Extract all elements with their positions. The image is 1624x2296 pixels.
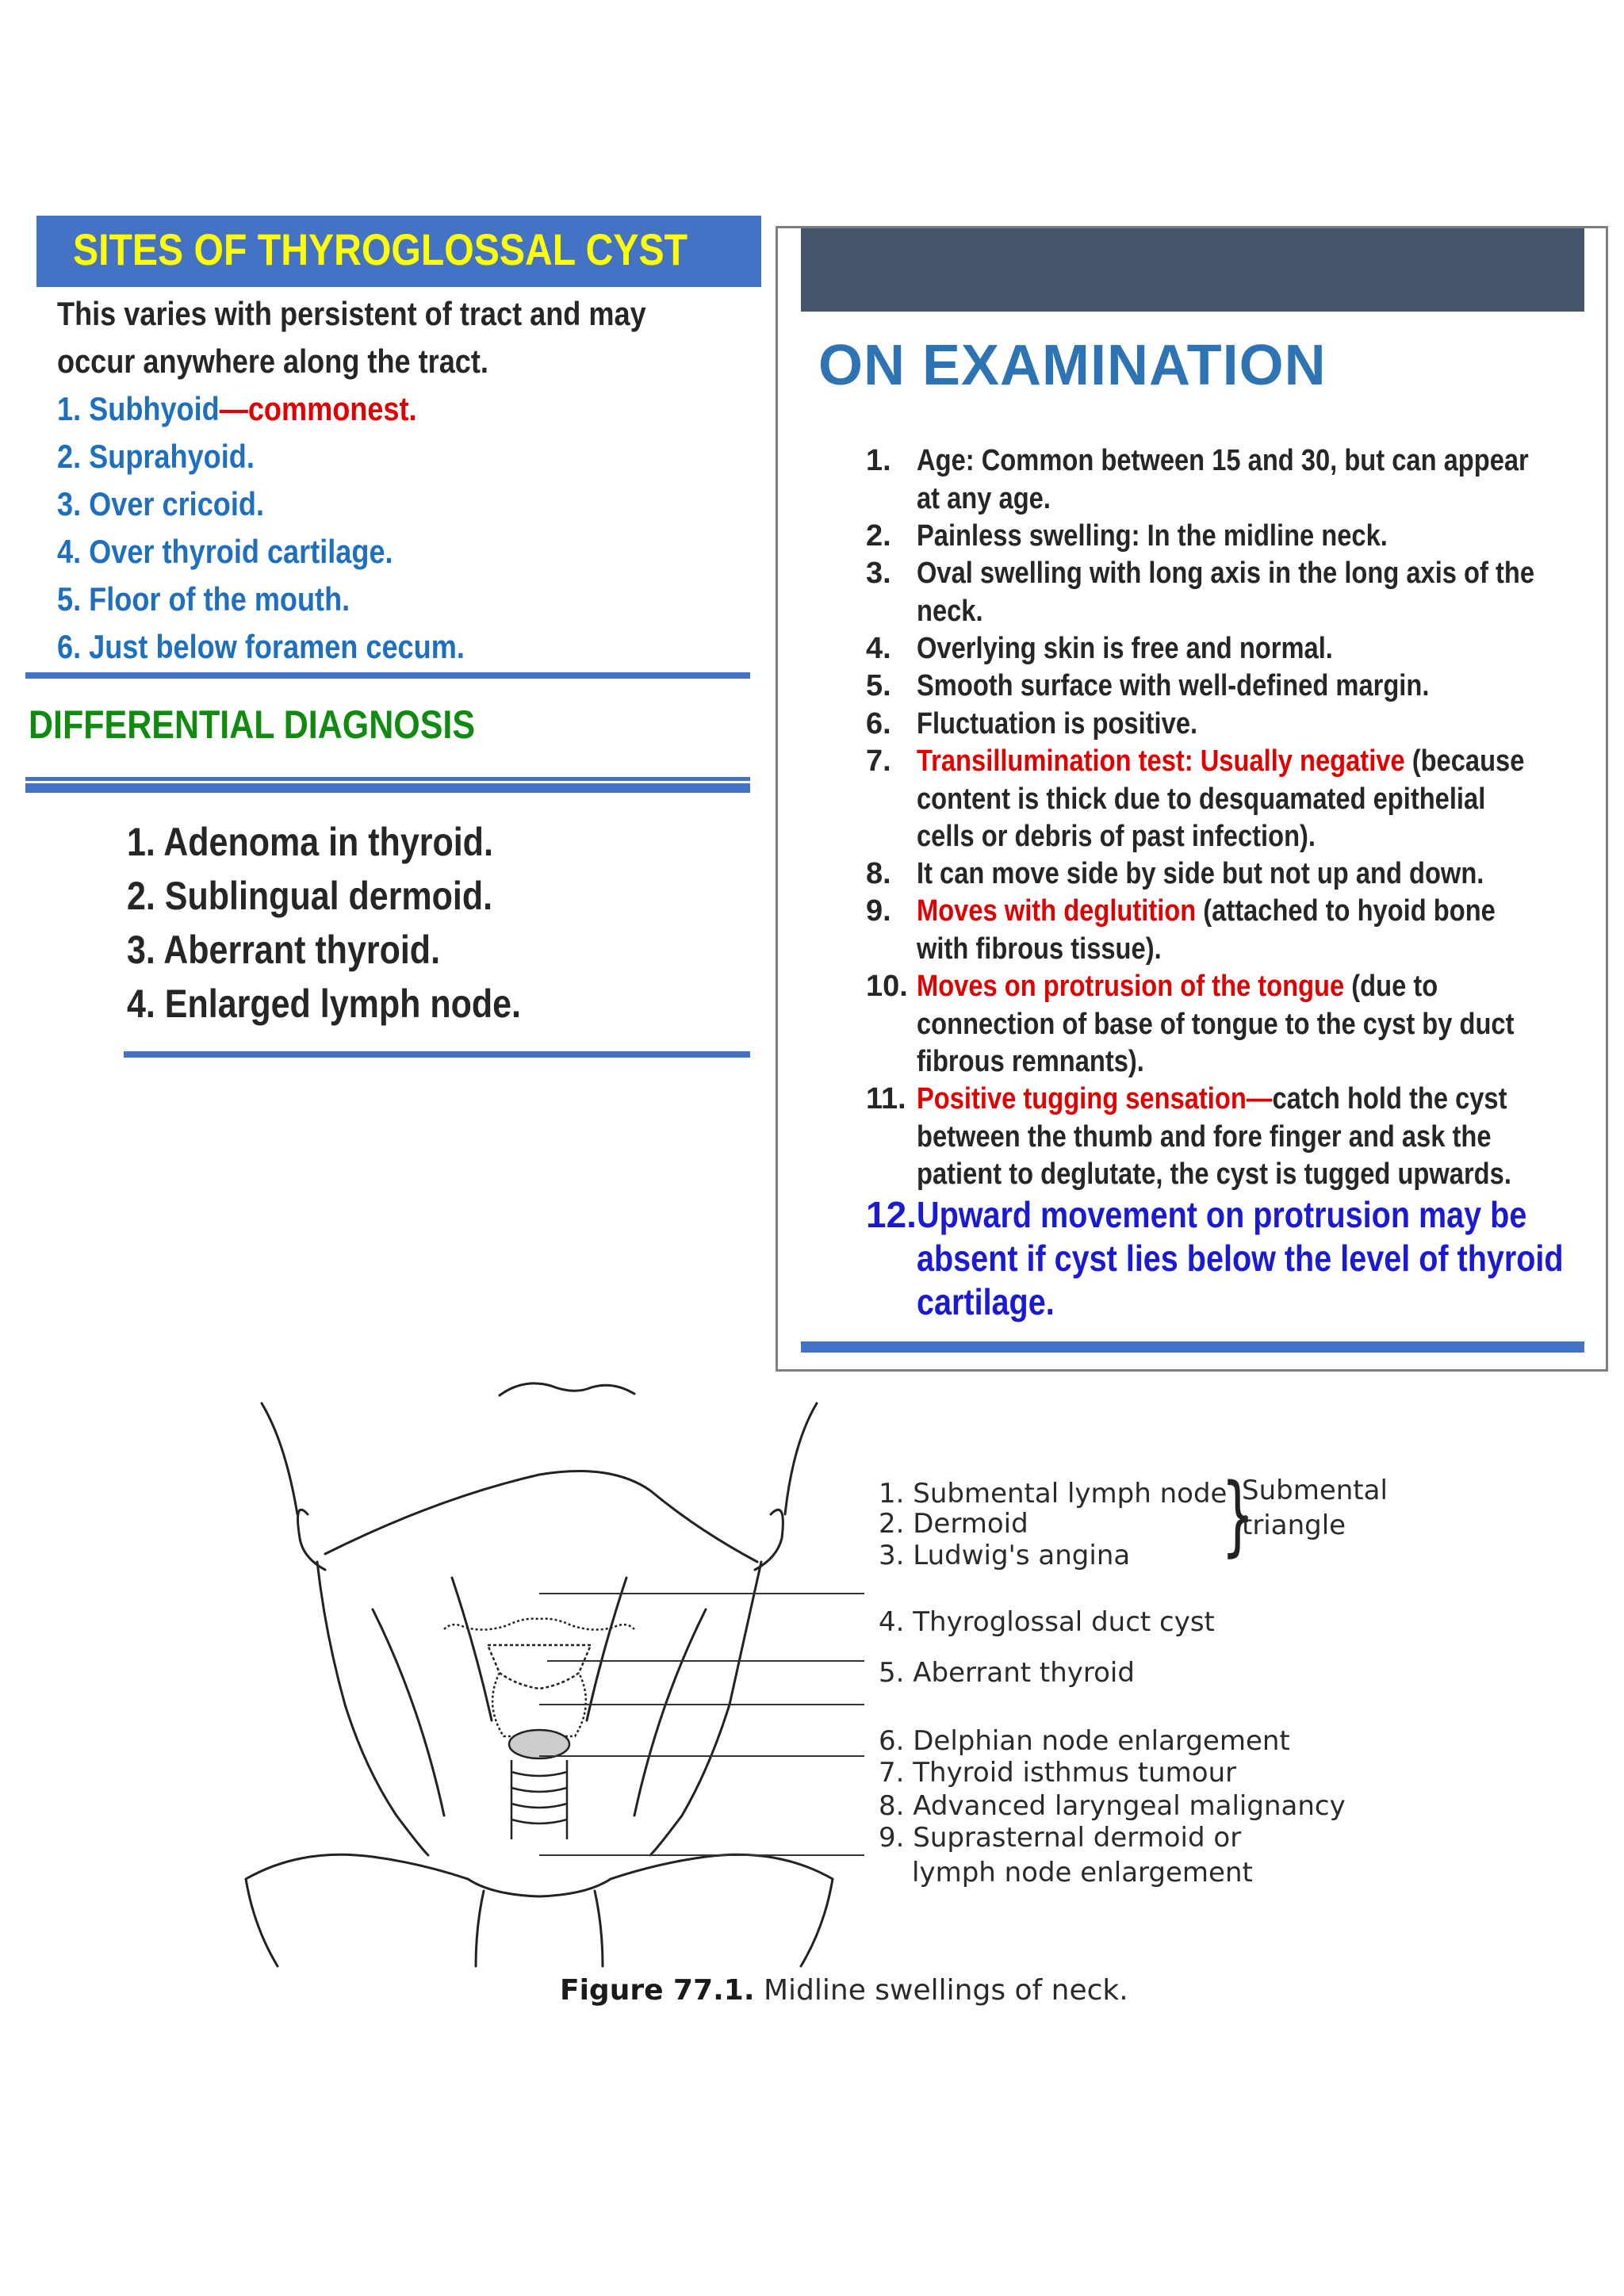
- section-divider: [801, 1341, 1584, 1353]
- cricoid-ring: [509, 1730, 569, 1758]
- sites-intro-line: occur anywhere along the tract.: [57, 342, 488, 380]
- section-divider: [124, 1051, 750, 1058]
- face-right-outline: [785, 1403, 817, 1514]
- figure-label: triangle: [1242, 1510, 1346, 1541]
- sternum-left: [476, 1891, 484, 1966]
- clavicle-left: [246, 1854, 468, 1879]
- differential-item: 1. Adenoma in thyroid.: [127, 820, 493, 864]
- scm-inner-right: [587, 1578, 626, 1720]
- sites-item: 6. Just below foramen cecum.: [57, 628, 465, 665]
- figure-label: 2. Dermoid: [879, 1508, 1028, 1540]
- sites-item: 3. Over cricoid.: [57, 485, 264, 522]
- sites-item: 2. Suprahyoid.: [57, 438, 255, 475]
- scm-inner-left: [452, 1578, 492, 1720]
- sites-item-1: 1. Subhyoid—commonest.: [57, 390, 417, 427]
- section-divider: [25, 783, 750, 793]
- shoulder-left: [246, 1879, 278, 1966]
- thyroid-cartilage: [488, 1645, 591, 1689]
- neck-left-outline: [317, 1562, 428, 1855]
- figure-label: 7. Thyroid isthmus tumour: [879, 1757, 1237, 1789]
- section-divider: [25, 672, 750, 679]
- figure-label: 4. Thyroglossal duct cyst: [879, 1606, 1215, 1638]
- ear-right-outline: [755, 1510, 783, 1570]
- tracheal-rings: [511, 1772, 567, 1823]
- sternal-notch: [468, 1879, 611, 1896]
- curly-brace: }: [1221, 1464, 1254, 1566]
- figure-caption: Figure 77.1. Midline swellings of neck.: [560, 1974, 1128, 2007]
- differential-item: 2. Sublingual dermoid.: [127, 874, 493, 918]
- section-divider: [25, 777, 750, 781]
- figure-label: 1. Submental lymph node: [879, 1478, 1228, 1510]
- trachea: [511, 1760, 567, 1839]
- figure-label: 9. Suprasternal dermoid or: [879, 1822, 1242, 1854]
- figure-label: 8. Advanced laryngeal malignancy: [879, 1790, 1346, 1822]
- face-left-outline: [262, 1403, 297, 1514]
- figure-label: Submental: [1242, 1475, 1388, 1506]
- differential-item: 4. Enlarged lymph node.: [127, 982, 521, 1026]
- neck-right-outline: [650, 1562, 761, 1855]
- sites-title: SITES OF THYROGLOSSAL CYST: [73, 224, 688, 274]
- examination-header-band: [801, 228, 1584, 312]
- differential-item: 3. Aberrant thyroid.: [127, 928, 441, 972]
- figure-label: 3. Ludwig's angina: [879, 1540, 1131, 1571]
- neck-diagram: [238, 1372, 872, 1974]
- figure-label: 6. Delphian node enlargement: [879, 1725, 1290, 1757]
- shoulder-right: [801, 1879, 833, 1966]
- sites-item: 4. Over thyroid cartilage.: [57, 533, 393, 570]
- differential-title: DIFFERENTIAL DIAGNOSIS: [29, 702, 476, 747]
- sites-item: 5. Floor of the mouth.: [57, 580, 350, 618]
- clavicle-right: [611, 1854, 833, 1879]
- hyoid-bone: [444, 1619, 634, 1630]
- figure-label: lymph node enlargement: [912, 1857, 1253, 1888]
- scm-right: [634, 1609, 706, 1816]
- sternum-right: [595, 1891, 603, 1966]
- scm-left: [373, 1609, 444, 1816]
- sites-intro-line: This varies with persistent of tract and may: [57, 295, 646, 332]
- ear-left-outline: [298, 1510, 325, 1570]
- jaw-outline: [325, 1471, 757, 1563]
- figure-label: 5. Aberrant thyroid: [879, 1657, 1135, 1689]
- chin-outline: [500, 1383, 634, 1395]
- examination-title: ON EXAMINATION: [818, 334, 1327, 397]
